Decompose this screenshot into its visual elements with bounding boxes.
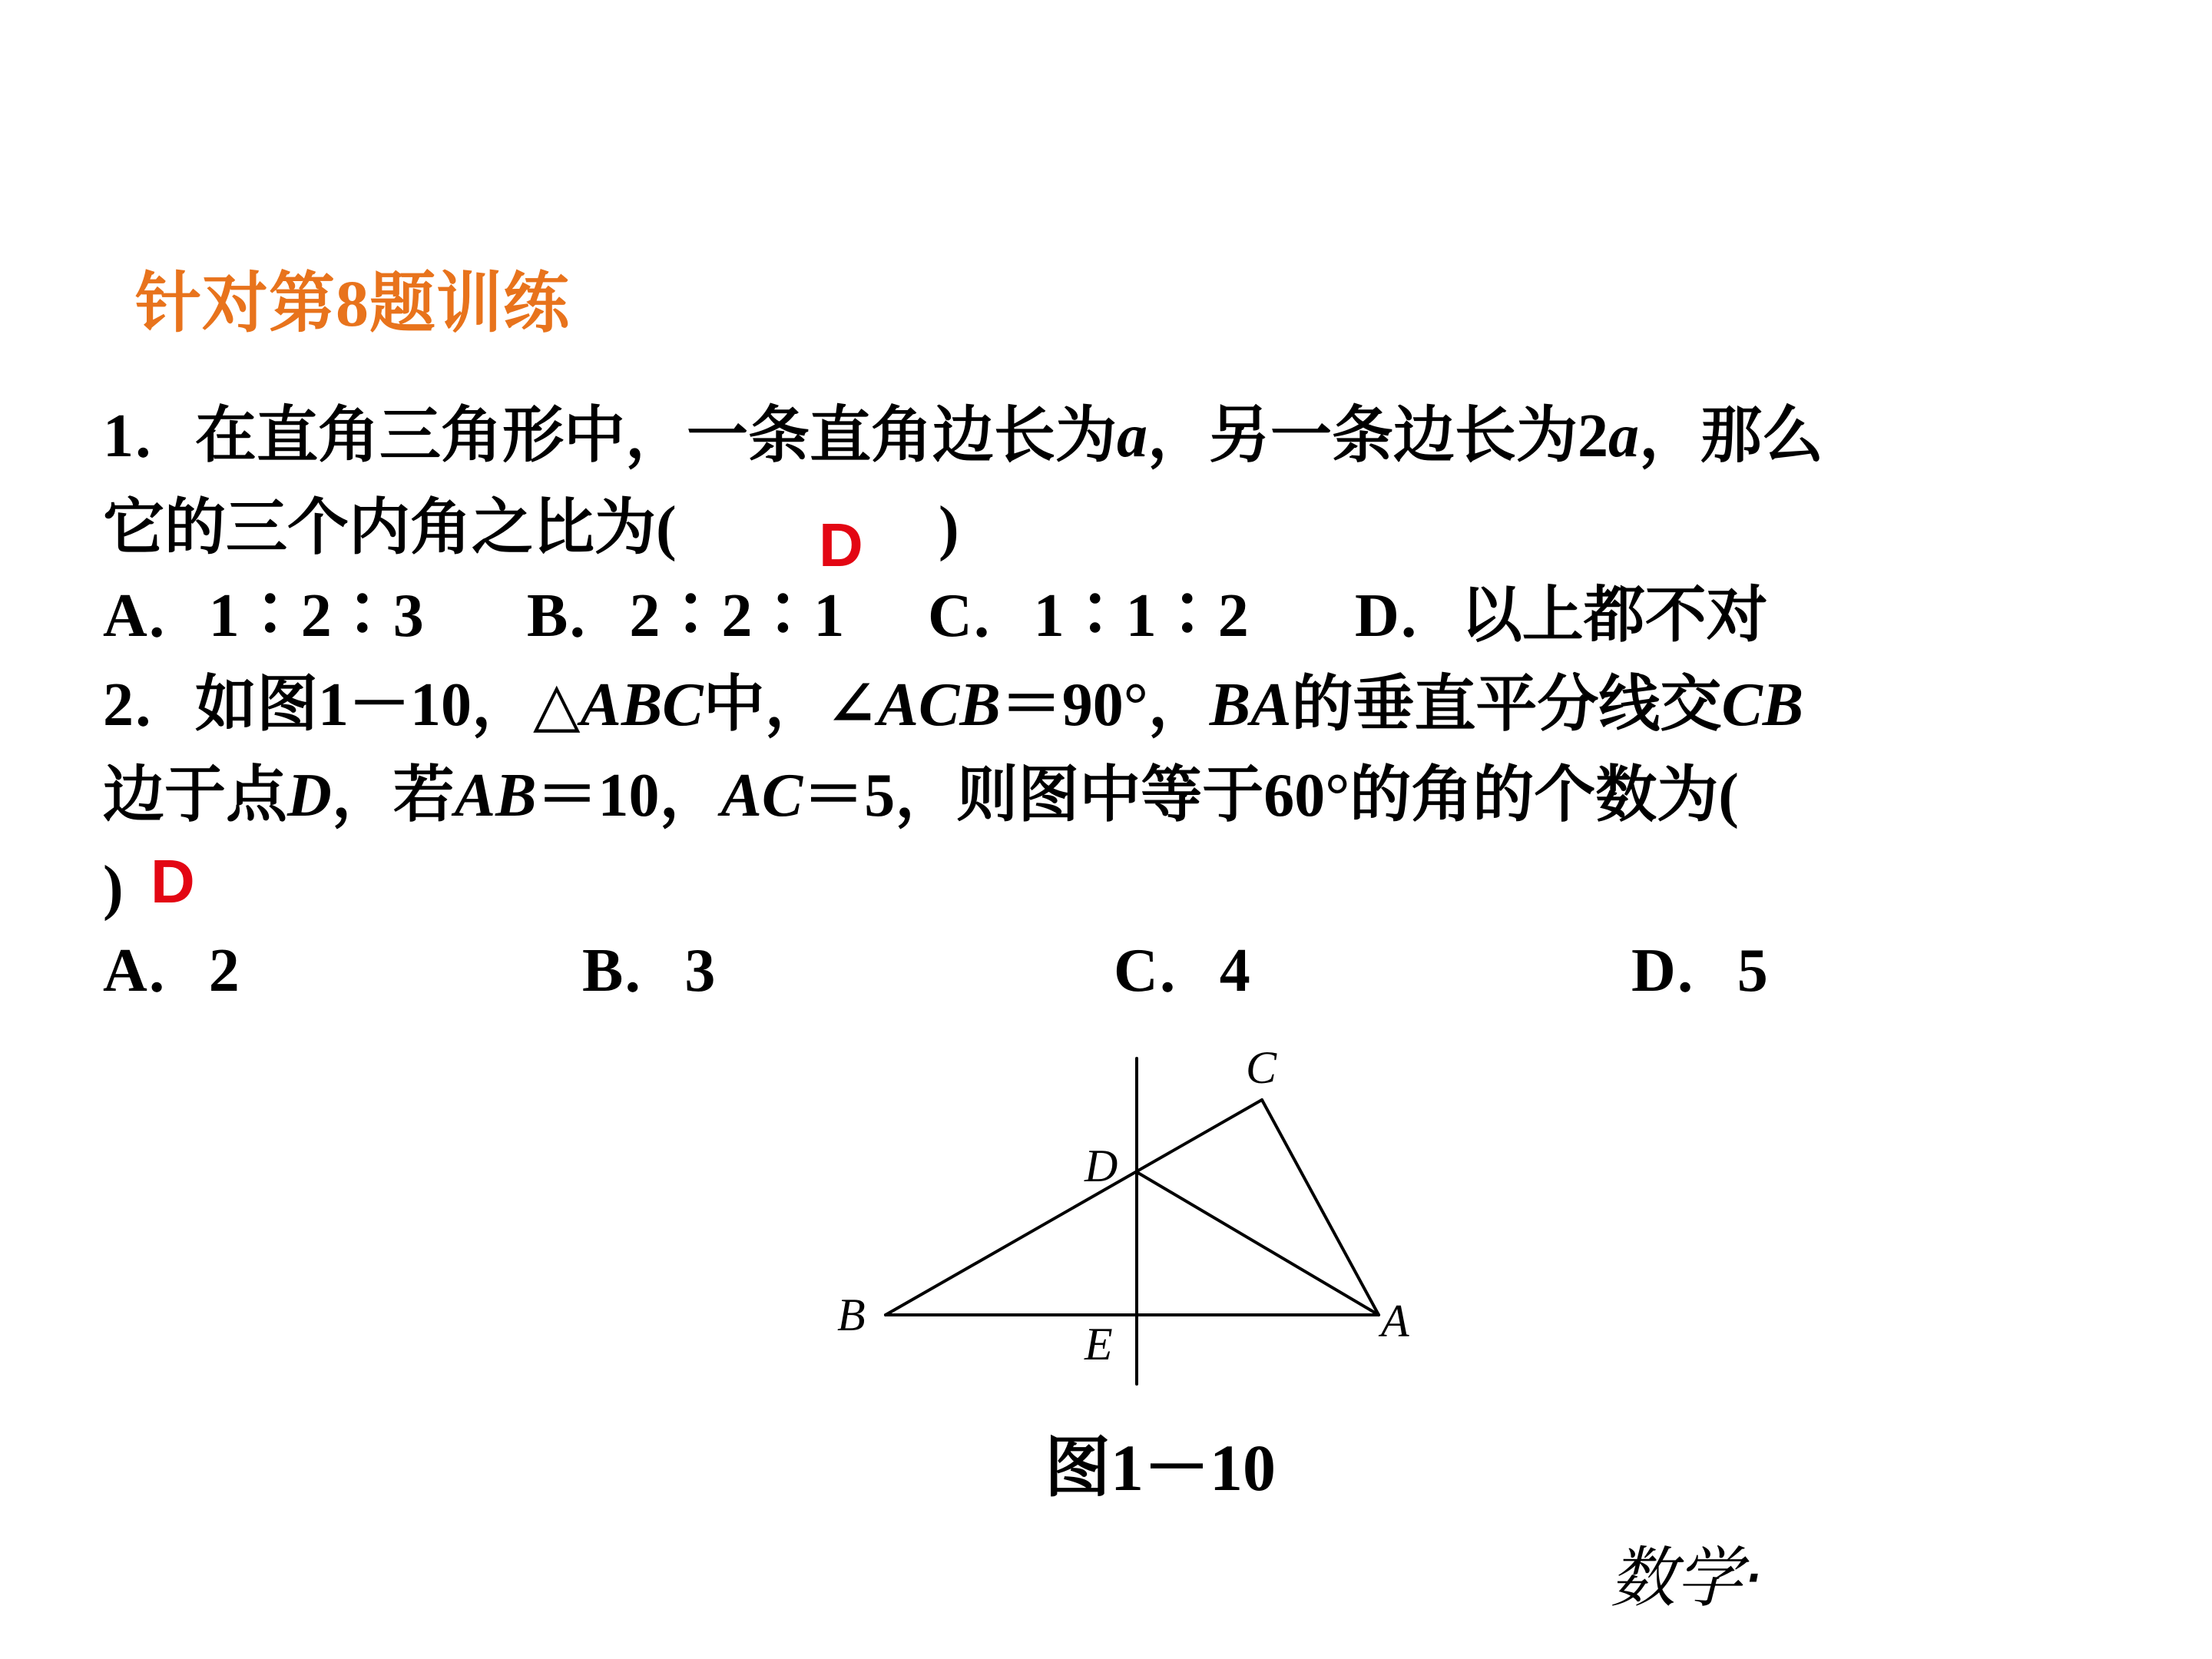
geometry-figure [814, 1037, 1444, 1398]
q2-line-1 [103, 671, 1804, 739]
section-heading: 针对第8题训练 [135, 267, 570, 340]
q1-close-paren: ) [939, 495, 959, 562]
q1-text: 它的三个内角之比为( [103, 495, 677, 562]
q1-var: a [1117, 402, 1147, 470]
q2-line-2 [103, 762, 1739, 830]
q2-text: 中，∠ [703, 671, 878, 739]
q1-line-1 [103, 402, 1823, 470]
footer-subject: 数学· [1610, 1540, 1763, 1617]
q1-text: 1．在直角三角形中，一条直角边长为 [103, 402, 1117, 470]
q2-option-b: B．3 [582, 937, 716, 1005]
q2-option-c: C．4 [1114, 937, 1250, 1005]
q2-var: ABC [580, 671, 704, 739]
label-c: C [1246, 1042, 1277, 1093]
segment-ca [1262, 1100, 1379, 1315]
label-e: E [1084, 1319, 1113, 1369]
q1-text: ，那么 [1639, 402, 1823, 470]
q2-option-d: D．5 [1631, 937, 1768, 1005]
q2-close-paren: ) [103, 854, 124, 922]
q1-option-d: D．以上都不对 [1355, 582, 1768, 650]
q2-var: CB [1721, 671, 1804, 739]
q1-line-2 [103, 495, 677, 562]
q2-var: AC [720, 762, 803, 830]
q1-option-c: C．1∶1∶2 [928, 582, 1249, 650]
q2-text: ＝5，则图中等于60°的角的个数为( [803, 762, 1739, 830]
q2-var: ACB [877, 671, 1001, 739]
label-b: B [837, 1290, 866, 1340]
q2-answer: D [151, 847, 195, 916]
q2-text: 的垂直平分线交 [1291, 671, 1722, 739]
q1-option-b: B．2∶2∶1 [527, 582, 845, 650]
q2-text: ，若 [331, 762, 455, 830]
q1-option-a: A．1∶2∶3 [103, 582, 424, 650]
segment-bc [886, 1100, 1262, 1315]
q1-answer: D [819, 511, 863, 579]
q2-var: D [287, 762, 332, 830]
label-a: A [1381, 1296, 1409, 1346]
q2-text: 边于点 [103, 762, 287, 830]
q2-var: AB [454, 762, 537, 830]
q1-var: a [1608, 402, 1639, 470]
q2-option-a: A．2 [103, 937, 240, 1005]
q2-var: BA [1209, 671, 1292, 739]
q2-text: ＝90°， [1000, 671, 1210, 739]
label-d: D [1084, 1141, 1118, 1191]
segment-da [1137, 1172, 1379, 1315]
q2-text: ＝10， [536, 762, 721, 830]
q1-text: ，另一条边长为2 [1147, 402, 1608, 470]
q2-text: 2．如图1－10，△ [103, 671, 581, 739]
figure-caption: 图1－10 [1045, 1431, 1276, 1505]
